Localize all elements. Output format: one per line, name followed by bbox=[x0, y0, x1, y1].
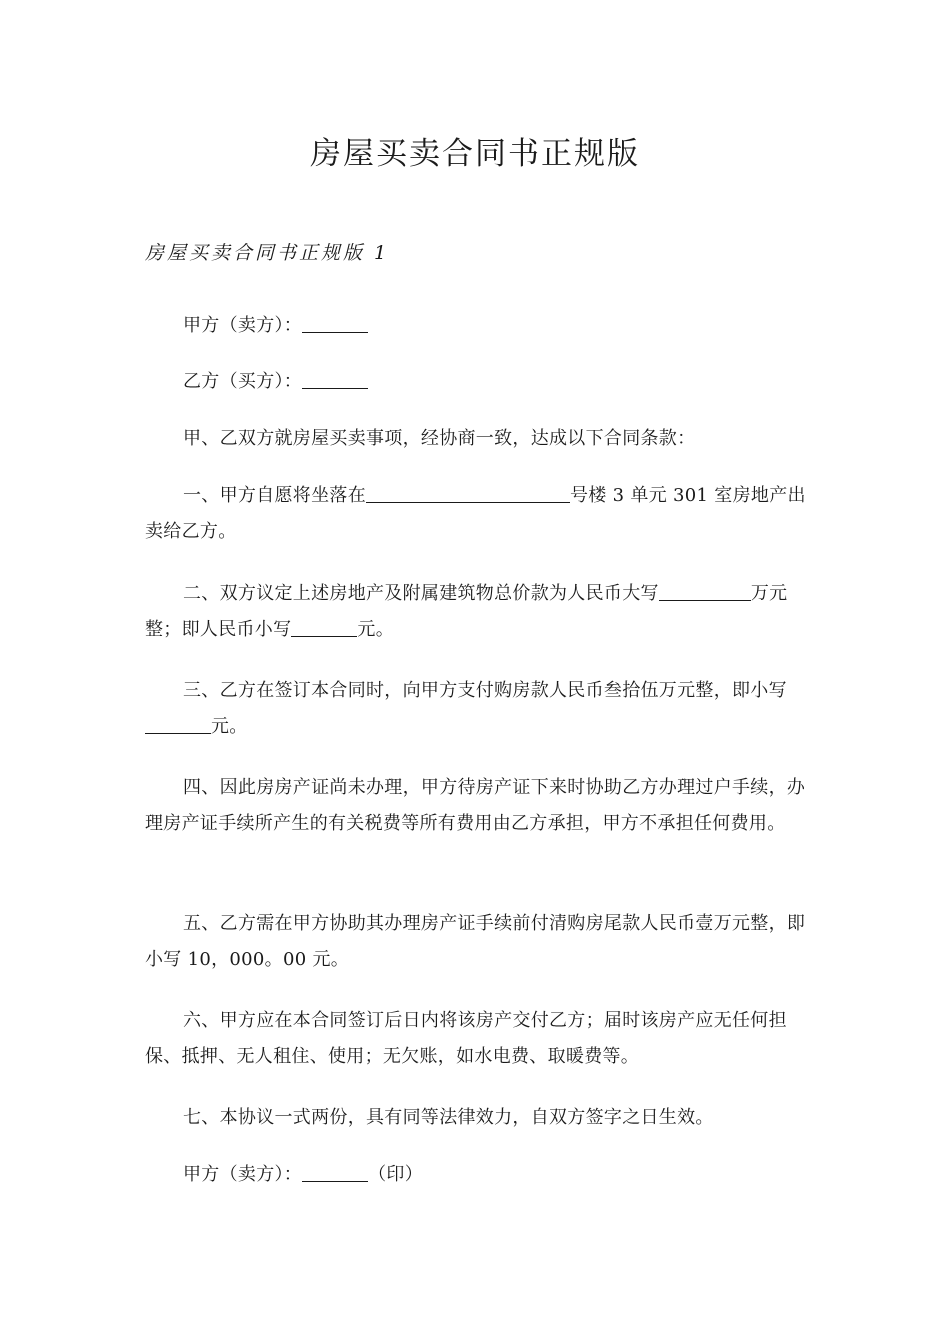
signature-party-a-seal: （印） bbox=[368, 1164, 424, 1185]
clause-3-text-b: 元。 bbox=[211, 716, 248, 737]
clause-6: 六、甲方应在本合同签订后日内将该房产交付乙方；届时该房产应无任何担保、抵押、无人租住、使用；无欠账，如水电费、取暖费等。 bbox=[145, 1010, 787, 1067]
party-b-blank bbox=[302, 366, 368, 389]
signature-party-a-blank bbox=[302, 1159, 368, 1182]
clause-3-amount-blank bbox=[145, 711, 211, 734]
intro-paragraph: 甲、乙双方就房屋买卖事项，经协商一致，达成以下合同条款： bbox=[183, 428, 696, 449]
party-a-line bbox=[145, 308, 807, 344]
clause-2-amount-words-blank bbox=[659, 578, 751, 601]
clause-3 bbox=[145, 673, 807, 745]
clause-2-text-a: 二、双方议定上述房地产及附属建筑物总价款为人民币大写 bbox=[183, 583, 659, 604]
clause-2-amount-figure-blank bbox=[291, 614, 357, 637]
clause-4: 四、因此房房产证尚未办理，甲方待房产证下来时协助乙方办理过户手续，办理房产证手续所产生的有关税费等所有费用由乙方承担，甲方不承担任何费用。 bbox=[145, 777, 806, 834]
clause-1-address-blank bbox=[366, 480, 570, 503]
clause-1 bbox=[145, 478, 807, 550]
clause-2-text-b: 万元整；即人民币小写 bbox=[145, 583, 788, 640]
party-a-label: 甲方（卖方）： bbox=[183, 315, 303, 336]
document-subheading: 房屋买卖合同书正规版 1 bbox=[145, 242, 390, 264]
signature-party-a-label: 甲方（卖方）： bbox=[183, 1164, 303, 1185]
clause-7: 七、本协议一式两份，具有同等法律效力，自双方签字之日生效。 bbox=[183, 1107, 714, 1128]
clause-2-text-c: 元。 bbox=[357, 619, 395, 640]
clause-2 bbox=[145, 576, 807, 648]
clause-3-text-a: 三、乙方在签订本合同时，向甲方支付购房款人民币叁拾伍万元整，即小写 bbox=[183, 680, 787, 701]
clause-1-text-b: 号楼 3 单元 301 室房地产出卖给乙方。 bbox=[145, 485, 806, 542]
clause-1-text-a: 一、甲方自愿将坐落在 bbox=[183, 485, 366, 506]
clause-5: 五、乙方需在甲方协助其办理房产证手续前付清购房尾款人民币壹万元整，即小写 10，000。00 元。 bbox=[145, 913, 806, 970]
signature-party-a bbox=[145, 1157, 807, 1193]
party-b-line bbox=[145, 364, 807, 400]
party-a-blank bbox=[302, 310, 368, 333]
document-title: 房屋买卖合同书正规版 bbox=[310, 136, 640, 172]
party-b-label: 乙方（买方）： bbox=[183, 371, 303, 392]
